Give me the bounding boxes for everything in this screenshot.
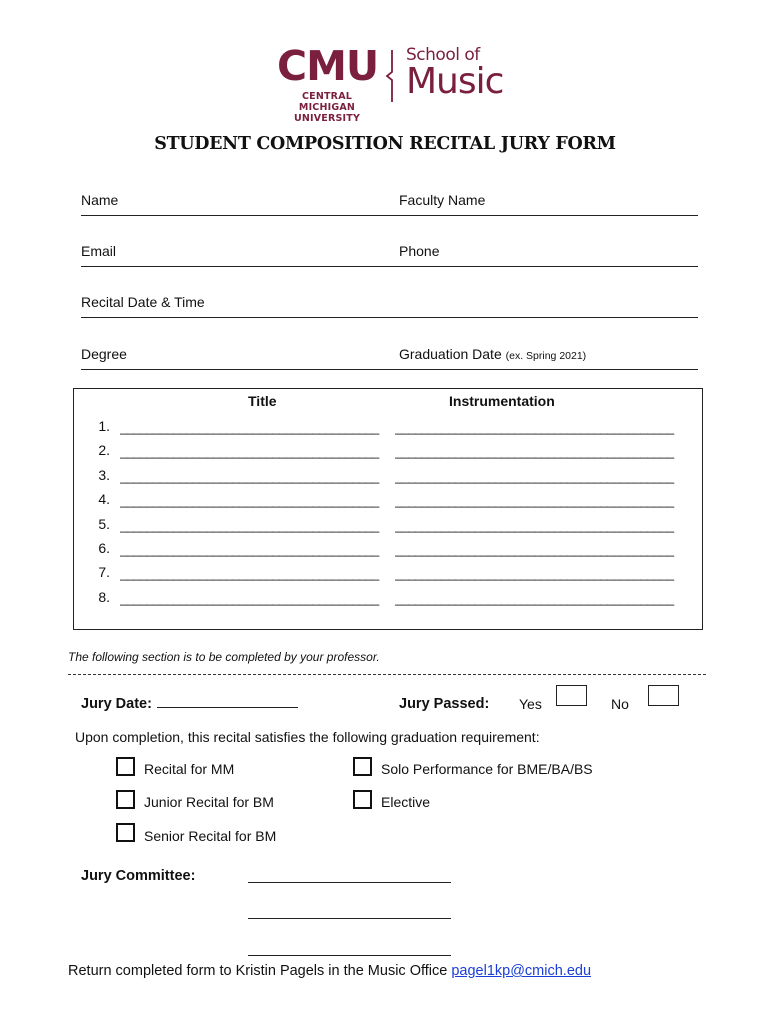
footer [68,961,591,981]
phone-label: Phone [399,243,440,259]
composition-instrumentation-line[interactable]: __________________________________________ [395,566,674,582]
requirement-text: Upon completion, this recital satisfies the following graduation requirement: [75,729,540,745]
yes-label: Yes [519,696,542,712]
degree-label: Degree [81,346,127,362]
yes-checkbox[interactable] [556,685,587,706]
composition-row-number: 8. [98,588,110,605]
recital-date-time-label: Recital Date & Time [81,294,205,310]
junior-recital-label: Junior Recital for BM [144,794,274,810]
committee-signature-line-2[interactable] [248,918,451,919]
professor-note: The following section is to be completed by your professor. [68,650,380,664]
graduation-date-label [399,345,586,365]
dashed-separator [68,674,706,675]
email-label: Email [81,243,117,259]
composition-title-line[interactable]: _______________________________________ [120,420,379,435]
senior-recital-label: Senior Recital for BM [144,828,277,844]
jury-passed-label: Jury Passed: [399,696,490,712]
composition-row-number: 2. [98,442,110,459]
composition-row-number: 3. [98,466,110,483]
elective-label: Elective [381,794,431,810]
cmu-logo-subtitle-line1: CENTRAL MICHIGAN [298,91,356,113]
junior-recital-checkbox[interactable] [116,790,135,809]
graduation-date-text: Graduation Date [399,346,502,362]
composition-title-line[interactable]: _______________________________________ [120,590,379,606]
composition-row-number: 5. [98,515,110,532]
graduation-date-hint: (ex. Spring 2021) [505,350,587,362]
name-label: Name [81,192,119,208]
composition-instrumentation-line[interactable]: __________________________________________ [395,420,674,435]
composition-title-line[interactable]: _______________________________________ [120,542,379,557]
degree-field-line[interactable] [81,369,698,370]
footer-email-link[interactable]: pagel1kp@cmich.edu [451,963,592,979]
senior-recital-checkbox[interactable] [116,823,135,842]
music-text: Music [406,61,504,102]
faculty-name-label: Faculty Name [399,192,486,208]
composition-title-line[interactable]: _______________________________________ [120,493,379,509]
elective-checkbox[interactable] [353,790,372,809]
cmu-logo-wordmark: CMU [277,42,379,90]
title-column-header: Title [248,393,277,409]
jury-date-label: Jury Date: [81,696,152,712]
committee-signature-line-3[interactable] [248,955,451,956]
email-field-line[interactable] [81,266,698,267]
name-field-line[interactable] [81,215,698,216]
cmu-logo-subtitle [277,91,377,124]
solo-performance-label: Solo Performance for BME/BA/BS [381,761,593,777]
cmu-logo-subtitle-line2: UNIVERSITY [293,113,361,124]
composition-title-line[interactable]: _______________________________________ [120,468,379,484]
solo-performance-checkbox[interactable] [353,757,372,776]
composition-title-line[interactable]: _______________________________________ [120,444,379,460]
composition-row-number: 4. [98,491,110,508]
committee-signature-line-1[interactable] [248,882,451,883]
composition-instrumentation-line[interactable]: __________________________________________ [395,468,674,484]
composition-row-number: 6. [98,540,110,556]
school-of-text: School of [406,45,480,65]
composition-instrumentation-line[interactable]: __________________________________________ [395,493,674,509]
instrumentation-column-header: Instrumentation [449,393,555,409]
footer-text: Return completed form to Kristin Pagels in the Music Office [68,963,448,979]
composition-instrumentation-line[interactable]: __________________________________________ [395,517,674,533]
logo-divider-icon [384,48,398,104]
composition-instrumentation-line[interactable]: __________________________________________ [395,444,674,460]
no-label: No [611,696,629,712]
composition-row-number: 7. [98,564,110,581]
composition-row-number: 1. [98,418,110,434]
composition-instrumentation-line[interactable]: __________________________________________ [395,590,674,606]
jury-committee-label: Jury Committee: [81,868,196,884]
composition-title-line[interactable]: _______________________________________ [120,517,379,533]
recital-date-field-line[interactable] [81,317,698,318]
form-title: STUDENT COMPOSITION RECITAL JURY FORM [154,134,616,154]
composition-instrumentation-line[interactable]: __________________________________________ [395,542,674,557]
recital-mm-label: Recital for MM [144,761,235,777]
recital-mm-checkbox[interactable] [116,757,135,776]
composition-title-line[interactable]: _______________________________________ [120,566,379,582]
jury-date-field-line[interactable] [157,707,298,708]
no-checkbox[interactable] [648,685,679,706]
